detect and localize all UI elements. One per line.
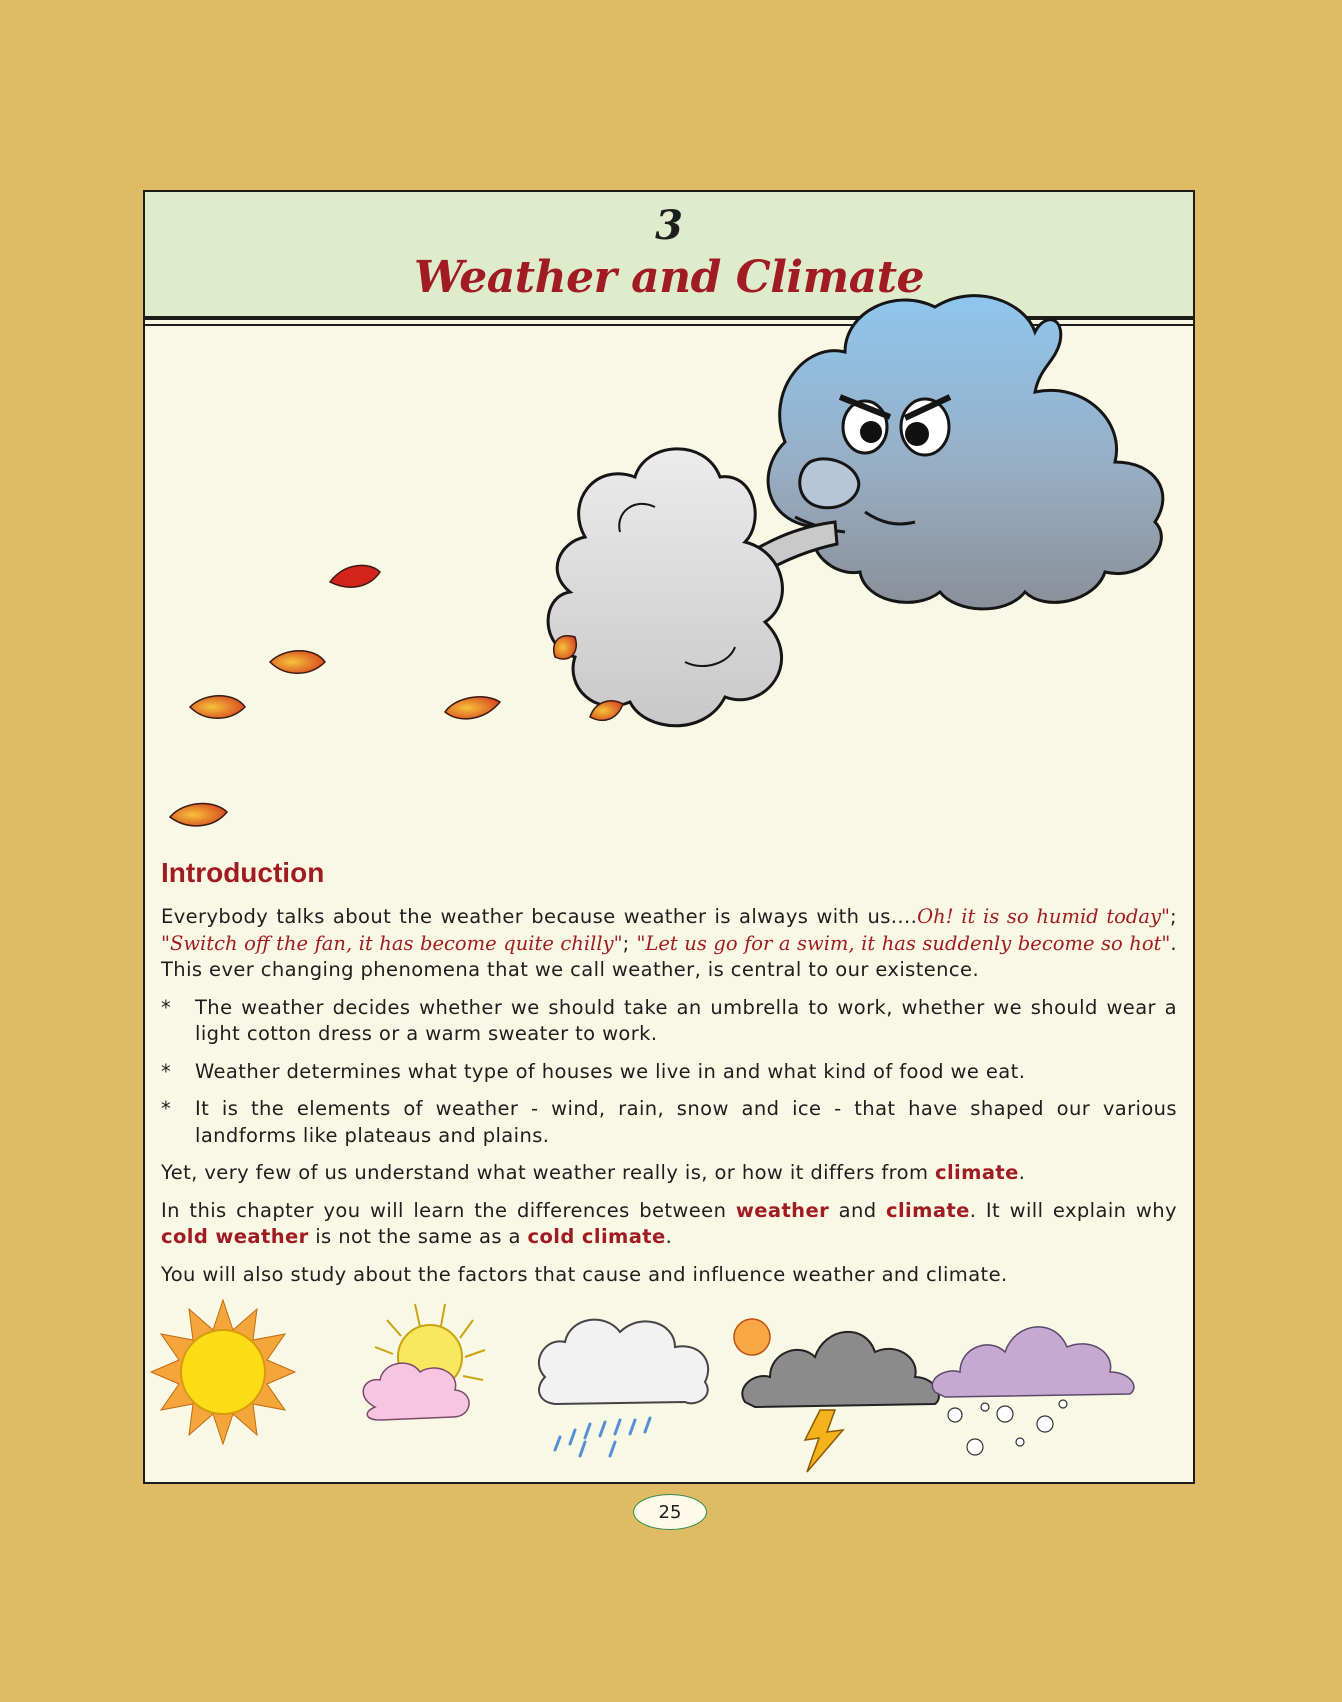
thunderstorm-cloud-icon [742,1332,939,1472]
intro-paragraph [161,1198,1177,1251]
bullet-text: It is the elements of weather - wind, rain, snow and ice - that have shaped our various landforms like plateaus and plains. [195,1097,1177,1147]
bullet-item [161,1096,1177,1149]
quote-chilly: "Switch off the fan, it has become quite chilly" [161,931,623,955]
text-span: is not the same as a [308,1225,528,1248]
bullet-text: Weather determines what type of houses we live in and what kind of food we eat. [195,1059,1026,1083]
chapter-number: 3 [655,202,683,249]
leaf-icon [270,651,325,674]
introduction-text [161,904,1177,1299]
keyword-cold-climate: cold climate [527,1225,666,1248]
intro-paragraph [161,1160,1177,1187]
keyword-climate: climate [935,1161,1019,1184]
leaf-icon [330,565,380,587]
leaf-icon [170,804,227,826]
leaf-icon [445,697,500,719]
bullet-text: The weather decides whether we should take an umbrella to work, whether we should wear a light cotton dress or a warm sweater to work. [195,995,1177,1045]
bullet-item [161,1059,1177,1086]
bullet-item [161,995,1177,1048]
intro-paragraph [161,904,1177,984]
text-span: . This ever changing phenomena that we call weather, is central to our existence. [161,931,1178,981]
leaf-icon [554,636,577,659]
text-span: ; [622,931,637,955]
text-span: In this chapter you will learn the differences between [161,1198,736,1222]
page-number: 25 [633,1494,707,1530]
snow-cloud-icon [932,1327,1134,1455]
sun-behind-cloud-icon [363,1304,485,1420]
text-span: Yet, very few of us understand what weather really is, or how it differs from [161,1161,935,1184]
page-frame [143,190,1195,1484]
quote-hot: "Let us go for a swim, it has suddenly become so hot" [636,931,1171,955]
keyword-cold-weather: cold weather [161,1225,309,1248]
air-puff-icon [548,449,782,726]
leaf-icon [190,696,245,719]
text-span: Everybody talks about the weather because weather is always with us.... [161,905,918,928]
text-span: ; [1170,905,1177,928]
keyword-climate: climate [886,1198,970,1222]
sun-icon [151,1300,295,1444]
rain-cloud-icon [539,1319,770,1456]
quote-humid: Oh! it is so humid today" [917,905,1171,928]
text-span: . It will explain why [969,1198,1177,1222]
chapter-title: Weather and Climate [413,252,925,303]
bullet-marker: * [161,1059,172,1083]
text-span: and [829,1198,887,1222]
bullet-marker: * [161,995,172,1019]
intro-paragraph: You will also study about the factors that cause and influence weather and climate. [161,1262,1008,1286]
text-span: . [1018,1161,1026,1184]
text-span: . [665,1225,673,1248]
angry-cloud-icon [768,296,1163,609]
bullet-marker: * [161,1097,172,1120]
keyword-weather: weather [735,1198,830,1222]
section-heading-introduction: Introduction [161,857,325,888]
